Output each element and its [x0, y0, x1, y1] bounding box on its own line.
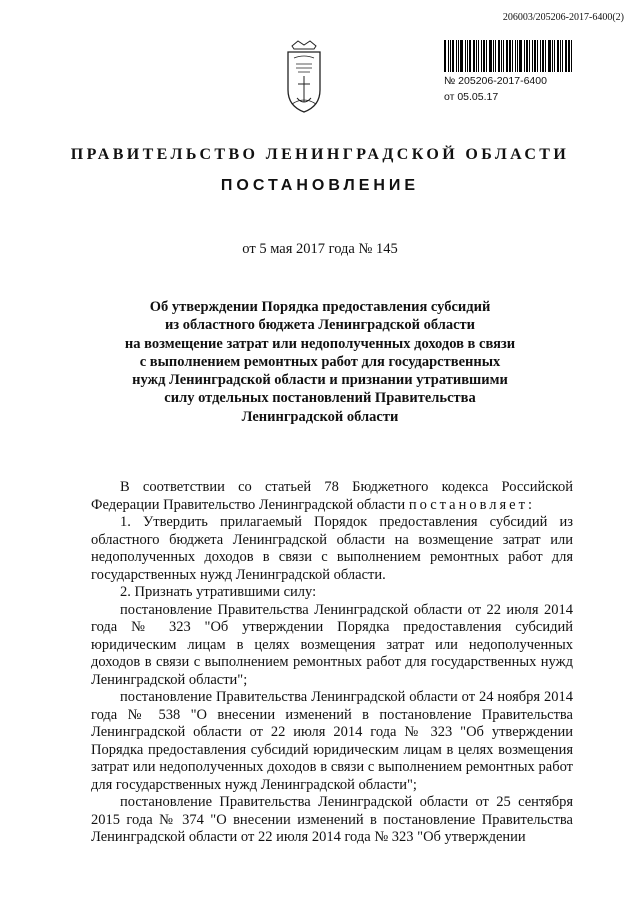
barcode-bar: [450, 40, 451, 72]
barcode-bar: [476, 40, 477, 72]
barcode-bar: [568, 40, 570, 72]
barcode-bar: [506, 40, 508, 72]
barcode-bar: [481, 40, 482, 72]
barcode-bar: [486, 40, 487, 72]
title-line: нужд Ленинградской области и признании утратившими: [132, 372, 508, 389]
barcode-bar: [542, 40, 544, 72]
barcode-bar: [562, 40, 563, 72]
barcode-bar: [517, 40, 518, 72]
barcode-bar: [560, 40, 561, 72]
barcode-bar: [537, 40, 538, 72]
body-paragraph: [91, 479, 573, 514]
document-number: 206003/205206-2017-6400(2): [502, 12, 624, 23]
barcode-bar: [444, 40, 446, 72]
barcode-bar: [526, 40, 528, 72]
barcode-bar: [503, 40, 504, 72]
barcode-bar: [465, 40, 466, 72]
barcode-bar: [495, 40, 496, 72]
barcode-bar: [512, 40, 513, 72]
barcode-bar: [448, 40, 449, 72]
barcode-bar: [524, 40, 525, 72]
coat-of-arms-icon: [284, 40, 324, 114]
government-heading: ПРАВИТЕЛЬСТВО ЛЕНИНГРАДСКОЙ ОБЛАСТИ: [70, 146, 570, 163]
title-line: Об утверждении Порядка предоставления субсидий: [149, 299, 491, 315]
barcode-bar: [565, 40, 567, 72]
body-paragraph: 2. Признать утратившими силу:: [120, 584, 317, 600]
barcode-bar: [493, 40, 494, 72]
paragraph-text: В соответствии со статьей 78 Бюджетного кодекса Российской Федерации Правительство Ленинградской области: [91, 479, 573, 513]
title-line: силу отдельных постановлений Правительства: [164, 390, 476, 407]
barcode-bar: [557, 40, 559, 72]
barcode-bar: [529, 40, 530, 72]
barcode-bar: [552, 40, 553, 72]
barcode-bar: [571, 40, 572, 72]
barcode-bar: [478, 40, 479, 72]
body-paragraph: постановление Правительства Ленинградской области от 25 сентября 2015 года № 374 "О внесении изменений в постановление Правительства Ленинградской области от 22 июля 2014 года № 323 "Об утверждении: [91, 794, 573, 845]
barcode-bar: [540, 40, 541, 72]
barcode-bar: [515, 40, 516, 72]
barcode-bar: [554, 40, 555, 72]
barcode-bar: [501, 40, 502, 72]
barcode-bar: [460, 40, 463, 72]
body-paragraph: 1. Утвердить прилагаемый Порядок предоставления субсидий из областного бюджета Ленинградской области на возмещение затрат или недополученных доходов в связи с выполнением ремонтных работ для государственных нужд Ленинградской области.: [91, 514, 573, 583]
barcode-bar: [489, 40, 492, 72]
barcode-bar: [467, 40, 468, 72]
barcode-bar: [532, 40, 533, 72]
barcode-bar: [548, 40, 551, 72]
body-paragraph: постановление Правительства Ленинградской области от 22 июля 2014 года № 323 "Об утверждении Порядка предоставления субсидий юридическим лицам в целях возмещения затрат или недополученных доходов в связи с выполнением ремонтных работ для государственных нужд Ленинградской области";: [91, 601, 573, 688]
registration-block: [444, 40, 594, 104]
barcode-bar: [456, 40, 457, 72]
paragraph-keyword: постановляет: [408, 496, 528, 513]
decree-title: [0, 298, 640, 426]
title-line: Ленинградской области: [241, 408, 399, 425]
body-paragraph: постановление Правительства Ленинградской области от 24 ноября 2014 года № 538 "О внесении изменений в постановление Правительства Ленинградской области от 22 июля 2014 года № 323 "Об утверждении Порядка предоставления субсидий юридическим лицам в целях возмещения затрат или недополученных доходов в связи с выполнением ремонтных работ для государственных нужд Ленинградской области";: [91, 689, 573, 793]
registration-number: № 205206-2017-6400: [444, 75, 547, 87]
decree-date: от 5 мая 2017 года № 145: [242, 241, 398, 257]
barcode-bar: [458, 40, 459, 72]
decree-heading: ПОСТАНОВЛЕНИЕ: [220, 177, 420, 194]
paragraph-text: :: [527, 496, 532, 513]
title-line: с выполнением ремонтных работ для государственных: [139, 353, 501, 370]
registration-date: от 05.05.17: [444, 91, 499, 103]
barcode-bar: [452, 40, 454, 72]
barcode-bar: [519, 40, 522, 72]
barcode-bar: [534, 40, 536, 72]
decree-body: [91, 479, 573, 847]
barcode-bar: [545, 40, 546, 72]
barcode-bar: [483, 40, 485, 72]
title-line: из областного бюджета Ленинградской области: [164, 317, 476, 334]
barcode-bar: [473, 40, 475, 72]
barcode-icon: [444, 40, 594, 72]
barcode-bar: [498, 40, 500, 72]
barcode-bar: [509, 40, 511, 72]
title-line: на возмещение затрат или недополученных доходов в связи: [124, 335, 516, 352]
barcode-bar: [469, 40, 471, 72]
